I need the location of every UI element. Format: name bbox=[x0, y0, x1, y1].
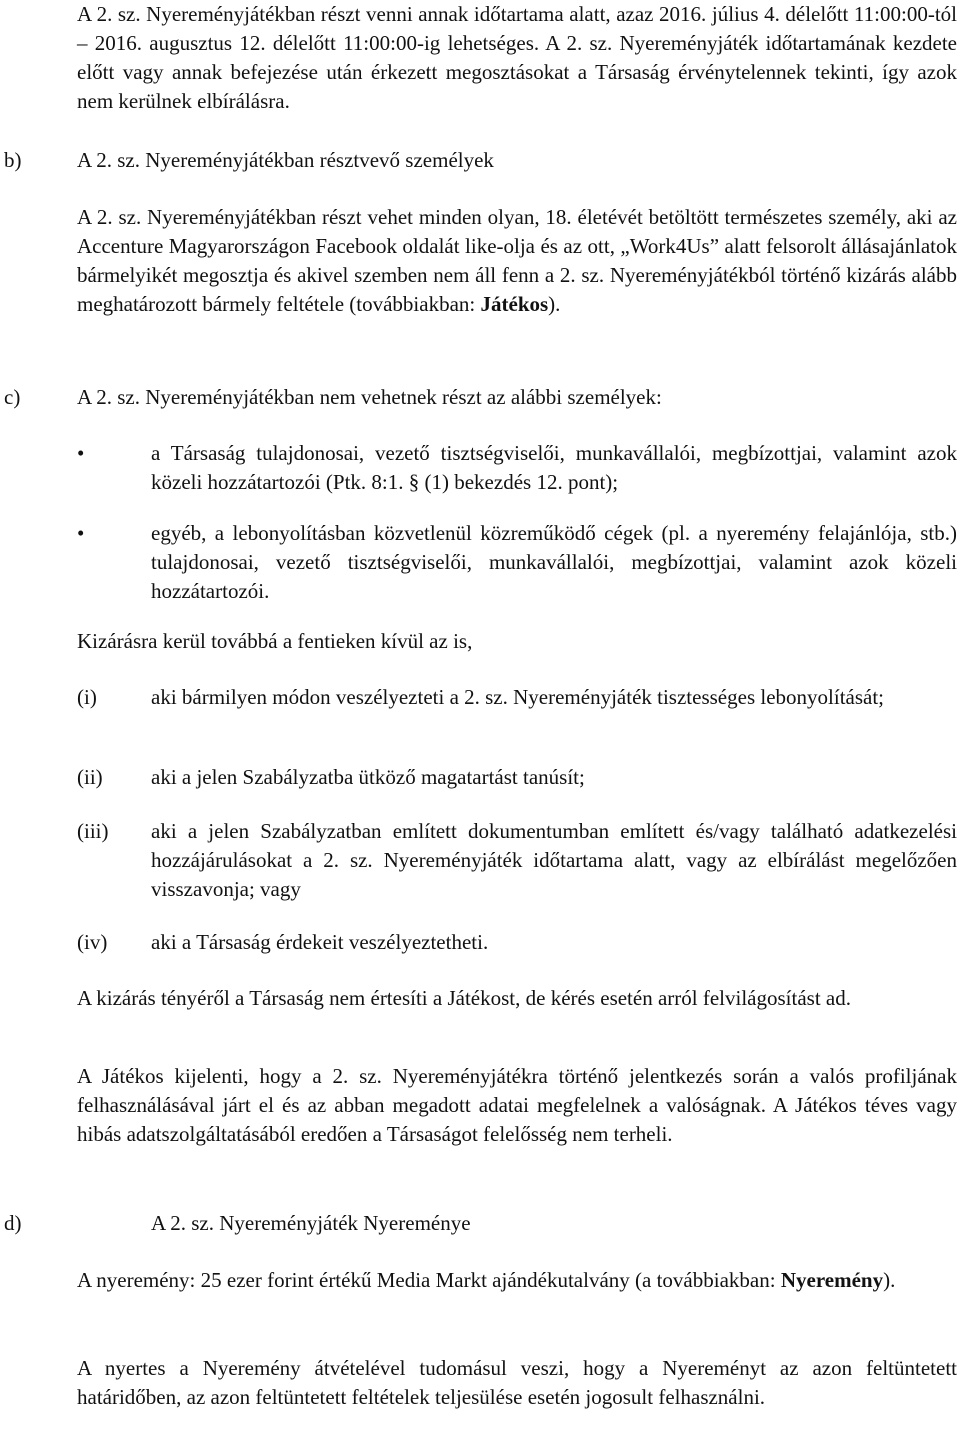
bullet-marker: • bbox=[77, 441, 85, 465]
section-b-body-end: ). bbox=[548, 292, 561, 316]
section-b-label: b) bbox=[4, 148, 22, 172]
intro-paragraph bbox=[77, 0, 957, 116]
intro-text: A 2. sz. Nyereményjátékban részt venni annak időtartama alatt, azaz 2016. július 4. délelőtt 11:00:00-tól – 2016. augusztus 12. délelőtt 11:00:00-ig lehetséges. A 2. sz. Nyereményjáték időtartamának kezdete előtt vagy annak befejezése után érkezett megosztásokat a Társaság érvénytelennek tekinti, így azok nem kerülnek elbírálásra. bbox=[77, 2, 957, 113]
prize-paragraph bbox=[77, 1266, 957, 1295]
section-c-title: A 2. sz. Nyereményjátékban nem vehetnek részt az alábbi személyek: bbox=[77, 385, 662, 409]
section-d-label: d) bbox=[4, 1211, 22, 1235]
bullet-item: a Társaság tulajdonosai, vezető tisztségviselői, munkavállalói, megbízottjai, valamint azok közeli hozzátartozói (Ptk. 8:1. § (1) bekezdés 12. pont); bbox=[151, 441, 957, 494]
item-number: (i) bbox=[77, 685, 97, 709]
exclusion-notice-paragraph: A kizárás tényéről a Társaság nem értesíti a Játékost, de kérés esetén arról felvilágosítást ad. bbox=[77, 986, 851, 1010]
section-c-label: c) bbox=[4, 385, 21, 409]
section-d-title: A 2. sz. Nyereményjáték Nyereménye bbox=[151, 1211, 471, 1235]
prize-bold: Nyeremény bbox=[780, 1268, 884, 1292]
exclusion-intro: Kizárásra kerül továbbá a fentieken kívül az is, bbox=[77, 629, 473, 653]
winner-paragraph: A nyertes a Nyeremény átvételével tudomásul veszi, hogy a Nyereményt az azon feltüntetett határidőben, az azon feltüntetett feltételek teljesülése esetén jogosult felhasználni. bbox=[77, 1356, 957, 1409]
item-text: aki bármilyen módon veszélyezteti a 2. sz. Nyereményjáték tisztességes lebonyolítását; bbox=[151, 685, 885, 709]
item-number: (iii) bbox=[77, 819, 109, 843]
section-b-body bbox=[77, 203, 957, 319]
item-number: (iv) bbox=[77, 930, 108, 954]
section-b-body-text: A 2. sz. Nyereményjátékban részt vehet minden olyan, 18. életévét betöltött természetes személy, aki az Accenture Magyarországon Facebook oldalát like-olja és az ott, „Work4Us” alatt felsorolt állásajánlatok bármelyikét megosztja és akivel szemben nem áll fenn a 2. sz. Nyereményjátékból történő kizárás alább meghatározott bármely feltétele (továbbiakban: bbox=[77, 205, 957, 316]
player-declaration-paragraph: A Játékos kijelenti, hogy a 2. sz. Nyereményjátékra történő jelentkezés során a valós profiljának felhasználásával járt el és az abban megadott adatai megfelelnek a valóságnak. A Játékos téves vagy hibás adatszolgáltatásából eredően a Társaságot felelősség nem terheli. bbox=[77, 1064, 957, 1146]
item-text: aki a Társaság érdekeit veszélyeztetheti. bbox=[151, 930, 489, 954]
section-b-title: A 2. sz. Nyereményjátékban résztvevő személyek bbox=[77, 148, 494, 172]
item-number: (ii) bbox=[77, 765, 103, 789]
bullet-marker: • bbox=[77, 521, 85, 545]
prize-text-end: ). bbox=[883, 1268, 896, 1292]
prize-text: A nyeremény: 25 ezer forint értékű Media Markt ajándékutalvány (a továbbiakban: bbox=[77, 1268, 781, 1292]
item-text: aki a jelen Szabályzatban említett dokumentumban említett és/vagy található adatkezelési hozzájárulásokat a 2. sz. Nyereményjáték időtartama alatt, vagy az elbírálást megelőzően visszavonja; vagy bbox=[151, 819, 957, 901]
bullet-item: egyéb, a lebonyolításban közvetlenül közreműködő cégek (pl. a nyeremény felajánlója, stb.) tulajdonosai, vezető tisztségviselői, munkavállalói, megbízottjai, valamint azok közeli hozzátartozói. bbox=[151, 521, 957, 603]
section-b-body-bold: Játékos bbox=[480, 292, 549, 316]
item-text: aki a jelen Szabályzatba ütköző magatartást tanúsít; bbox=[151, 765, 585, 789]
